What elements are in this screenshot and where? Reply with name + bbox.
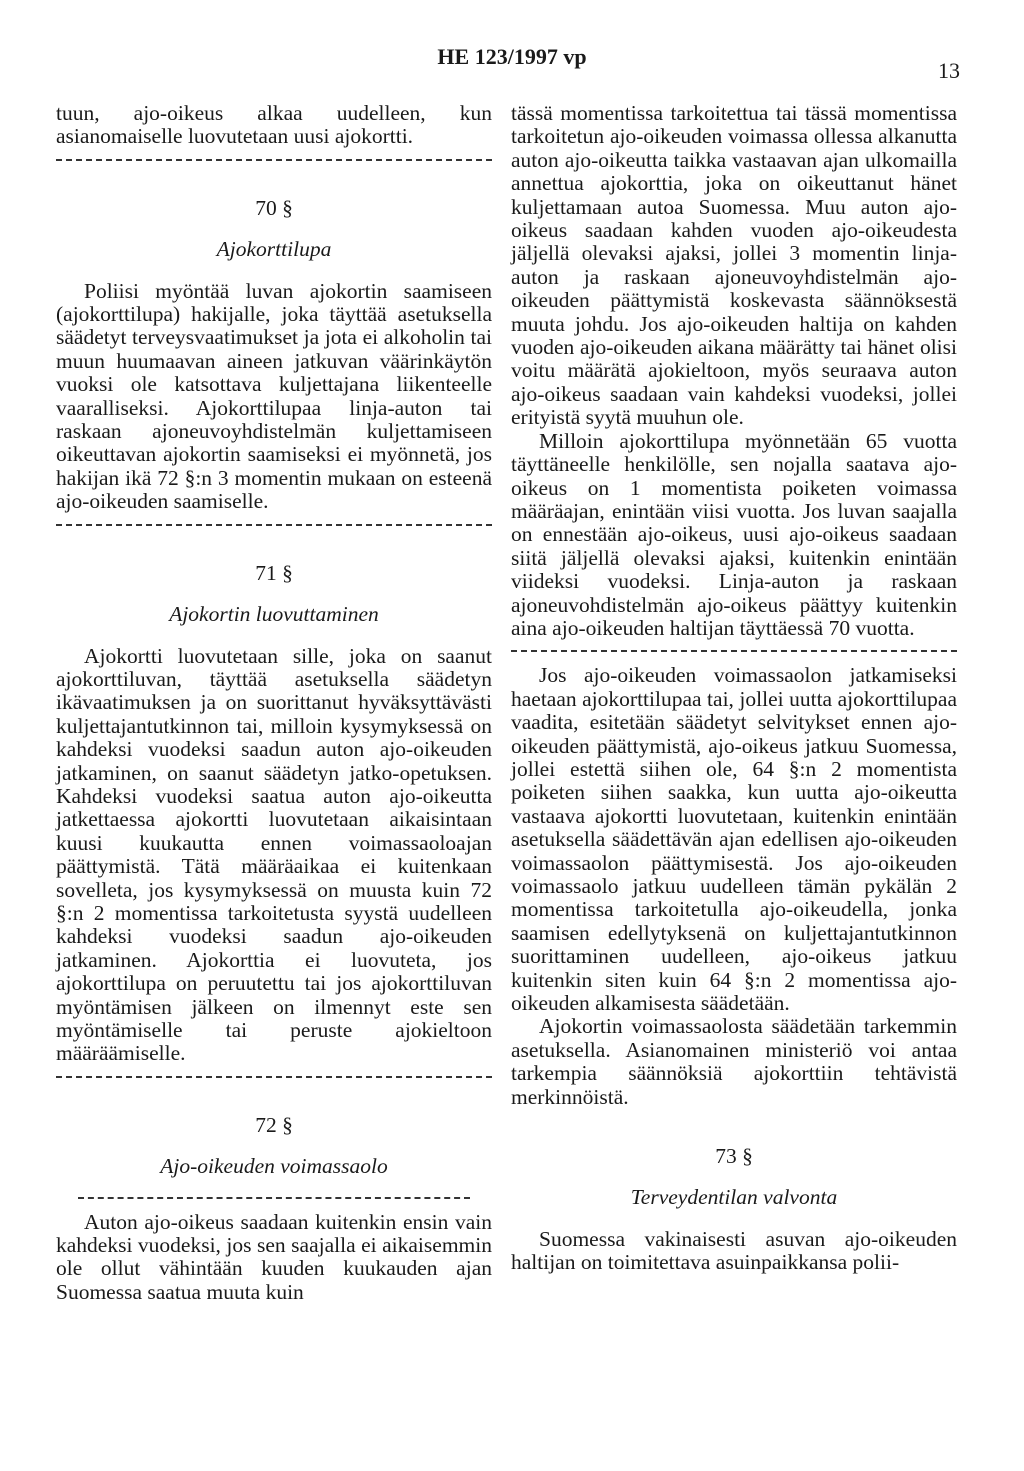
section-71-number: 71 §: [255, 560, 293, 585]
omission-divider: [56, 524, 492, 526]
omission-divider: [511, 650, 957, 652]
intro-paragraph: tuun, ajo-oikeus alkaa uudelleen, kun asianomaiselle luovutetaan uusi ajokortti.: [56, 101, 492, 149]
paragraph: Ajokortin voimassaolosta säädetään tarkemmin asetuksella. Asianomainen ministeriö voi antaa tarkempia säännöksiä ajokorttiin tehtävistä merkinnöistä.: [511, 1014, 957, 1109]
right-column: [511, 102, 957, 1275]
section-73-title: Terveydentilan valvonta: [630, 1185, 838, 1210]
section-70-title: Ajokorttilupa: [216, 237, 332, 262]
section-70-number: 70 §: [255, 195, 293, 220]
paragraph: Jos ajo-oikeuden voimassaolon jatkamiseksi haetaan ajokorttilupaa tai, jollei uutta ajokorttilupaa vaadita, esitetään säädetyt selvitykset ennen ajo-oikeuden päättymistä, ajo-oikeus jatkuu Suomessa, jollei estettä siihen ole, 64 §:n 2 momentista poiketen siihen saakka, kun uutta ajo-oikeutta vastaava ajokortti luovutetaan, kuitenkin enintään asetuksella säädettävän ajan edellisen ajo-oikeuden voimassaolon päättymisestä. Jos ajo-oikeuden voimassaolo jatkuu uudelleen tämän pykälän 2 momentissa tarkoitetulla ajo-oikeudella, jonka saamisen edellytyksenä on kuljettajantutkinnon suorittaminen uudelleen, ajo-oikeus jatkuu kuitenkin siten kuin 64 §:n 2 momentissa ajo-oikeuden alkamisesta säädetään.: [511, 663, 957, 1016]
section-72-number: 72 §: [255, 1112, 293, 1137]
omission-divider: [56, 159, 492, 161]
section-71-title: Ajokortin luovuttaminen: [169, 602, 379, 627]
running-head: HE 123/1997 vp: [437, 44, 587, 69]
section-73-number: 73 §: [715, 1144, 753, 1169]
left-column: [56, 102, 492, 1304]
paragraph: tässä momentissa tarkoitettua tai tässä momentissa tarkoitetun ajo-oikeuden voimassa ollessa alkanutta auton ajo-oikeutta taikka vastaavan ajan ulkomailla annettua ajokorttia, joka on oikeuttanut hänet kuljettamaan autoa Suomessa. Muu auton ajo-oikeus saadaan kahden vuoden ajo-oikeudesta jäljellä olevaksi ajaksi, jollei 3 momentin linja-auton ja raskaan ajoneuvoyhdistelmän ajo-oikeuden päättymistä koskevasta säännöksestä muuta johdu. Jos ajo-oikeuden haltija on kahden vuoden ajo-oikeuden aikana määrätty tai hänet olisi voitu määrätä ajokieltoon, myös seuraava auton ajo-oikeus saadaan vain kahdeksi vuodeksi, jollei erityistä syytä muuhun ole.: [511, 101, 957, 430]
page-number: 13: [938, 58, 960, 83]
paragraph: Milloin ajokorttilupa myönnetään 65 vuotta täyttäneelle henkilölle, sen nojalla saatava ajo-oikeus on 1 momentista poiketen voimassa määräajan, enintään viisi vuotta. Jos luvan saajalla on ennestään ajo-oikeus, uusi ajo-oikeus saadaan siitä jäljellä olevaksi ajaksi, kuitenkin enintään viideksi vuodeksi. Linja-auton ja raskaan ajoneuvohdistelmän ajo-oikeus päättyy kuitenkin aina ajo-oikeuden haltijan täyttäessä 70 vuotta.: [511, 428, 957, 640]
section-70-text: Poliisi myöntää luvan ajokortin saamiseen (ajokorttilupa) hakijalle, joka täyttää asetuksella säädetyt terveysvaatimukset ja jota ei alkoholin tai muun huumaavan aineen jatkuvan väärinkäytön vuoksi ole katsottava kuljettajana liikenteelle vaaralliseksi. Ajokorttilupaa linja-auton tai raskaan ajoneuvoyhdistelmän kuljettamiseen oikeuttavan ajokortin saamiseksi ei myönnetä, jos hakijan ikä 72 §:n 3 momentin mukaan on esteenä ajo-oikeuden saamiselle.: [56, 278, 492, 514]
omission-divider: [56, 1076, 492, 1078]
section-73-text: Suomessa vakinaisesti asuvan ajo-oikeuden haltijan on toimitettava asuinpaikkansa polii-: [511, 1226, 957, 1275]
section-72-title: Ajo-oikeuden voimassaolo: [160, 1154, 388, 1179]
section-72-text: Auton ajo-oikeus saadaan kuitenkin ensin vain kahdeksi vuodeksi, jos sen saajalla ei aikaisemmin ole ollut vähintään kuuden kuukauden ajan Suomessa saatua muuta kuin: [56, 1209, 492, 1304]
section-71-text: Ajokortti luovutetaan sille, joka on saanut ajokorttiluvan, täyttää asetuksella säädetyn ikävaatimuksen ja on suorittanut hyväksyttävästi kuljettajantutkinnon tai, milloin kysymyksessä on kahdeksi vuodeksi saadun auton ajo-oikeuden jatkaminen, on saanut säädetyn jatko-opetuksen. Kahdeksi vuodeksi saatua auton ajo-oikeutta jatkettaessa ajokortti luovutetaan aikaisintaan kuusi kuukautta ennen voimassaoloajan päättymistä. Tätä määräaikaa ei kuitenkaan sovelleta, jos kysymyksessä on muusta kuin 72 §:n 2 momentissa tarkoitetusta syystä uudelleen kahdeksi vuodeksi saadun ajo-oikeuden jatkaminen. Ajokorttia ei luovuteta, jos ajokorttilupa on peruutettu tai jos ajokorttiluvan myöntämisen jälkeen on ilmennyt este sen myöntämiselle tai peruste ajokieltoon määräämiselle.: [56, 643, 492, 1066]
omission-divider: [78, 1197, 470, 1199]
